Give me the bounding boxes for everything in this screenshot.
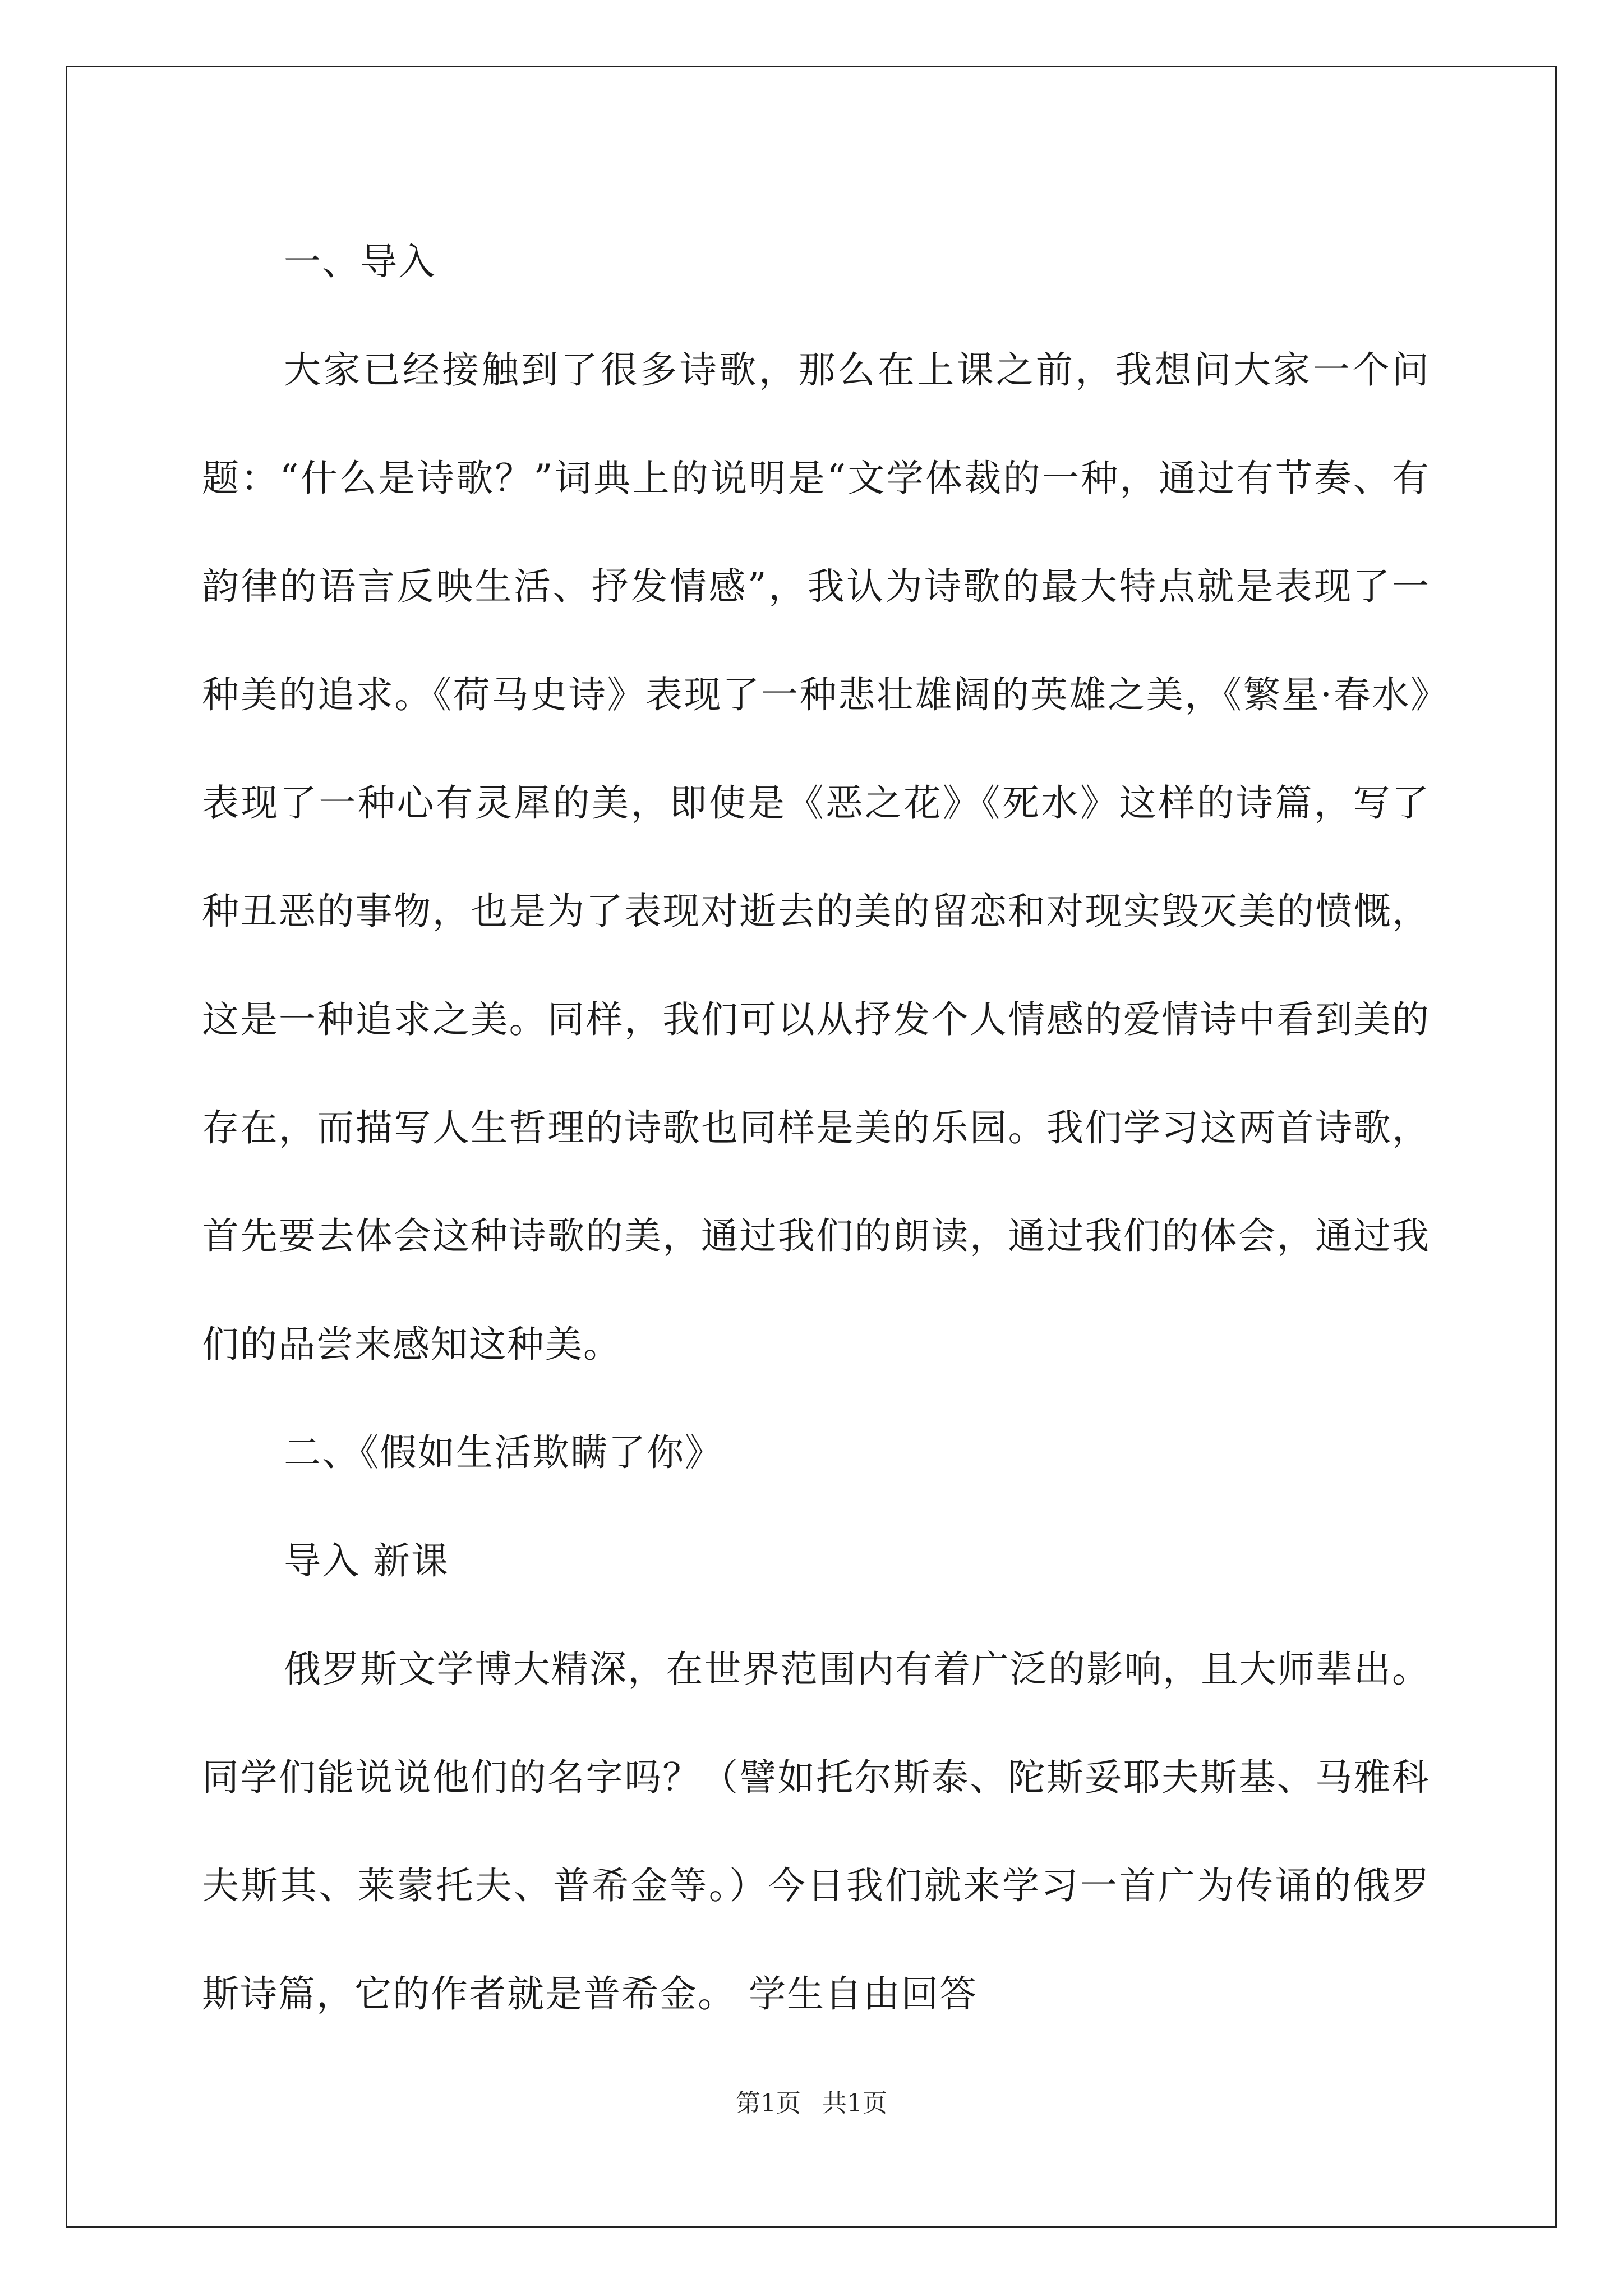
section-heading-poem: 二、《假如生活欺瞒了你》: [284, 1431, 723, 1474]
paragraph-russian-literature: 俄罗斯文学博大精深，在世界范围内有着广泛的影响，且大师辈出。同学们能说说他们的名字吗？（譬如托尔斯泰、陀斯妥耶夫斯基、马雅科夫斯其、莱蒙托夫、普希金等。）今日我们就来学习一首广为传诵的俄罗斯诗篇，它的作者就是普希金。 学生自由回答: [202, 1648, 1430, 2016]
page-number: 第1页: [736, 2089, 801, 2118]
subheading-new-lesson: 导入 新课: [284, 1539, 449, 1582]
paragraph-intro: 大家已经接触到了很多诗歌，那么在上课之前，我想问大家一个问题：“什么是诗歌？”词典上的说明是“文学体裁的一种，通过有节奏、有韵律的语言反映生活、抒发情感”，我认为诗歌的最大特点就是表现了一种美的追求。《荷马史诗》表现了一种悲壮雄阔的英雄之美，《繁星·春水》表现了一种心有灵犀的美，即使是《恶之花》《死水》这样的诗篇，写了种丑恶的事物，也是为了表现对逝去的美的留恋和对现实毁灭美的愤慨，这是一种追求之美。同样，我们可以从抒发个人情感的爱情诗中看到美的存在，而描写人生哲理的诗歌也同样是美的乐园。我们学习这两首诗歌，首先要去体会这种诗歌的美，通过我们的朗读，通过我们的体会，通过我们的品尝来感知这种美。: [202, 348, 1430, 1366]
section-heading-intro: 一、导入: [284, 240, 436, 283]
document-body: [202, 208, 1430, 2048]
page-footer: [0, 2087, 1623, 2120]
page-total: 共1页: [822, 2089, 887, 2118]
